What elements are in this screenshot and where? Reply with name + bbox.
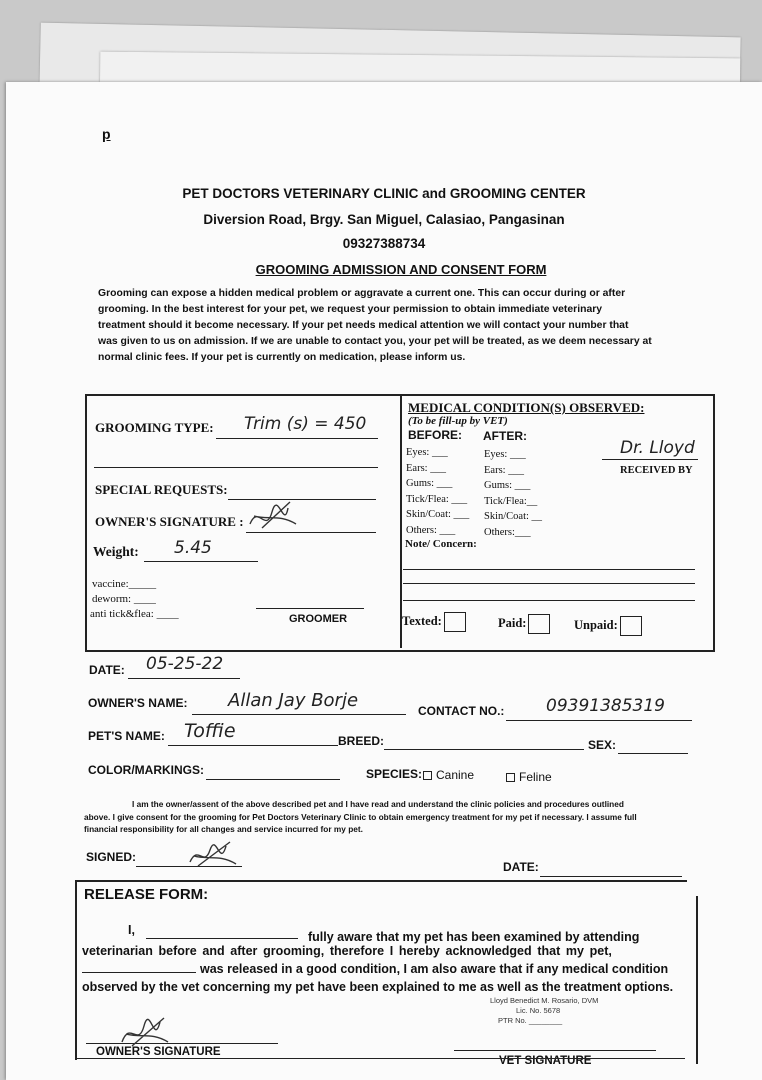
form-page xyxy=(6,82,762,1080)
consent-paragraph xyxy=(84,798,637,836)
pet-name-label: PET'S NAME: xyxy=(88,729,165,743)
before-list xyxy=(406,445,469,539)
clinic-phone: 09327388734 xyxy=(342,236,426,251)
pet-name-field[interactable] xyxy=(168,745,338,746)
antitick-label: anti tick&flea: ____ xyxy=(90,608,179,620)
note-line[interactable] xyxy=(403,583,695,584)
note-line[interactable] xyxy=(403,569,695,570)
unpaid-label: Unpaid: xyxy=(574,617,618,632)
canine-label: Canine xyxy=(436,768,475,782)
consent-line: I am the owner/assent of the above described pet and I have read and understand the clinic policies and procedures outlined xyxy=(132,799,624,809)
after-item: Gums: ___ xyxy=(484,480,531,492)
owner-name-release-field[interactable] xyxy=(146,938,298,939)
paid-label: Paid: xyxy=(498,615,527,630)
grooming-type-extra-field[interactable] xyxy=(94,467,378,468)
release-owner-signature-field[interactable] xyxy=(86,1043,278,1044)
after-item: Others:___ xyxy=(484,526,531,538)
release-line1-start: I, xyxy=(128,923,135,937)
groomer-field[interactable] xyxy=(256,608,364,609)
color-label: COLOR/MARKINGS: xyxy=(88,763,204,777)
breed-label: BREED: xyxy=(338,734,385,748)
signed-label: SIGNED: xyxy=(86,850,137,864)
deworm-label: deworm: ____ xyxy=(92,593,156,605)
sex-label: SEX: xyxy=(588,738,617,752)
received-by-field[interactable] xyxy=(602,459,698,460)
release-line4: observed by the vet concerning my pet have been explained to me as well as the treatment options. xyxy=(82,980,674,994)
stamp-ptr: PTR No. ________ xyxy=(498,1016,563,1025)
owner-name-label: OWNER'S NAME: xyxy=(88,696,188,710)
before-item: Eyes: ___ xyxy=(406,447,448,458)
breed-field[interactable] xyxy=(384,749,584,750)
note-label: Note/ Concern: xyxy=(405,538,477,550)
special-requests-label: SPECIAL REQUESTS: xyxy=(95,482,228,497)
intro-line: Grooming can expose a hidden medical problem or aggravate a current one. This can occur during or after xyxy=(98,288,626,299)
release-top-rule xyxy=(75,880,687,882)
clinic-address: Diversion Road, Brgy. San Miguel, Calasiao, Pangasinan xyxy=(203,212,565,227)
unpaid-checkbox[interactable] xyxy=(574,616,642,636)
before-item: Others: ___ xyxy=(406,524,456,536)
medical-title: MEDICAL CONDITION(S) OBSERVED: xyxy=(408,400,645,415)
vet-signature-field[interactable] xyxy=(454,1050,656,1051)
box-divider xyxy=(400,396,402,648)
color-field[interactable] xyxy=(206,779,340,780)
canine-option[interactable] xyxy=(423,768,474,782)
weight-field[interactable] xyxy=(144,561,258,562)
weight-label: Weight: xyxy=(93,544,139,559)
date-label: DATE: xyxy=(89,663,125,677)
before-label: BEFORE: xyxy=(408,428,462,442)
contact-value: 09391385319 xyxy=(546,696,665,716)
before-item: Gums: ___ xyxy=(406,478,453,490)
received-by-value: Dr. Lloyd xyxy=(620,438,695,458)
vet-stamp xyxy=(490,996,598,1026)
intro-line: grooming. In the best interest for your pet, we request your permission to obtain immediate veterinary xyxy=(98,304,603,315)
release-title: RELEASE FORM: xyxy=(84,886,209,903)
grooming-type-value: Trim (s) = 450 xyxy=(244,414,367,434)
stamp-license: Lic. No. 5678 xyxy=(516,1006,561,1015)
after-item: Ears: ___ xyxy=(484,464,524,476)
release-left-rule xyxy=(75,880,77,1060)
consent-line: financial responsibility for all changes and service incurred for my pet. xyxy=(84,824,363,834)
groomer-label: GROOMER xyxy=(289,613,348,625)
owner-name-field[interactable] xyxy=(192,714,406,715)
owner-name-value: Allan Jay Borje xyxy=(228,690,359,711)
clinic-name: PET DOCTORS VETERINARY CLINIC and GROOMING CENTER xyxy=(182,186,586,201)
release-right-rule xyxy=(696,896,698,1064)
texted-checkbox[interactable] xyxy=(402,612,466,632)
after-label: AFTER: xyxy=(483,429,527,443)
release-bottom-rule xyxy=(75,1058,685,1059)
before-item: Skin/Coat: ___ xyxy=(406,509,470,521)
form-title: GROOMING ADMISSION AND CONSENT FORM xyxy=(255,262,547,277)
date-field[interactable] xyxy=(128,678,240,679)
weight-value: 5.45 xyxy=(174,538,212,558)
release-line1-end: fully aware that my pet has been examined by attending xyxy=(308,930,640,944)
vet-signature-label: VET SIGNATURE xyxy=(499,1055,592,1067)
signed-scribble xyxy=(186,838,242,874)
intro-line: was given to us on admission. If we are unable to contact you, your pet will be treated, as we deem necessary at xyxy=(98,336,652,347)
consent-line: above. I give consent for the grooming for Pet Doctors Veterinary Clinic to obtain emergency treatment for my pet if necessary. I assume full xyxy=(84,811,637,822)
after-list xyxy=(484,447,542,541)
contact-label: CONTACT NO.: xyxy=(418,704,505,718)
release-line2: veterinarian before and after grooming, therefore I hereby acknowledged that my pet, xyxy=(82,944,612,958)
intro-paragraph xyxy=(98,286,652,366)
feline-option[interactable] xyxy=(506,770,552,784)
intro-line: treatment should it become necessary. If your pet needs medical attention we will contact your number that xyxy=(98,320,629,331)
release-owner-signature-label: OWNER'S SIGNATURE xyxy=(96,1046,221,1058)
owner-signature-scribble xyxy=(244,494,304,538)
release-line3-end: was released in a good condition, I am also aware that if any medical condition xyxy=(200,962,669,976)
intro-line: normal clinic fees. If your pet is currently on medication, please inform us. xyxy=(98,352,466,363)
stamp-name: Lloyd Benedict M. Rosario, DVM xyxy=(490,996,599,1005)
date-value: 05-25-22 xyxy=(146,654,224,674)
signed-date-field[interactable] xyxy=(540,876,682,877)
before-item: Tick/Flea: ___ xyxy=(406,493,468,505)
corner-mark: p xyxy=(102,126,111,142)
pet-name-value: Toffie xyxy=(184,720,236,742)
grooming-type-label: GROOMING TYPE: xyxy=(95,420,214,435)
medical-subtitle: (To be fill-up by VET) xyxy=(408,415,508,427)
after-item: Eyes: ___ xyxy=(484,449,526,460)
before-item: Ears: ___ xyxy=(406,462,446,474)
signed-date-label: DATE: xyxy=(503,860,539,874)
grooming-type-field[interactable] xyxy=(216,438,378,439)
paid-checkbox[interactable] xyxy=(498,614,550,634)
vaccine-label: vaccine:_____ xyxy=(92,578,157,590)
pet-name-release-field[interactable] xyxy=(82,972,196,973)
after-item: Tick/Flea:__ xyxy=(484,495,538,507)
contact-field[interactable] xyxy=(506,720,692,721)
sex-field[interactable] xyxy=(618,753,688,754)
species-label: SPECIES: xyxy=(366,767,423,781)
after-item: Skin/Coat: __ xyxy=(484,511,543,523)
owner-signature-label: OWNER'S SIGNATURE : xyxy=(95,514,244,529)
note-line[interactable] xyxy=(403,600,695,601)
texted-label: Texted: xyxy=(402,613,442,628)
received-by-label: RECEIVED BY xyxy=(620,465,693,476)
feline-label: Feline xyxy=(519,770,552,784)
